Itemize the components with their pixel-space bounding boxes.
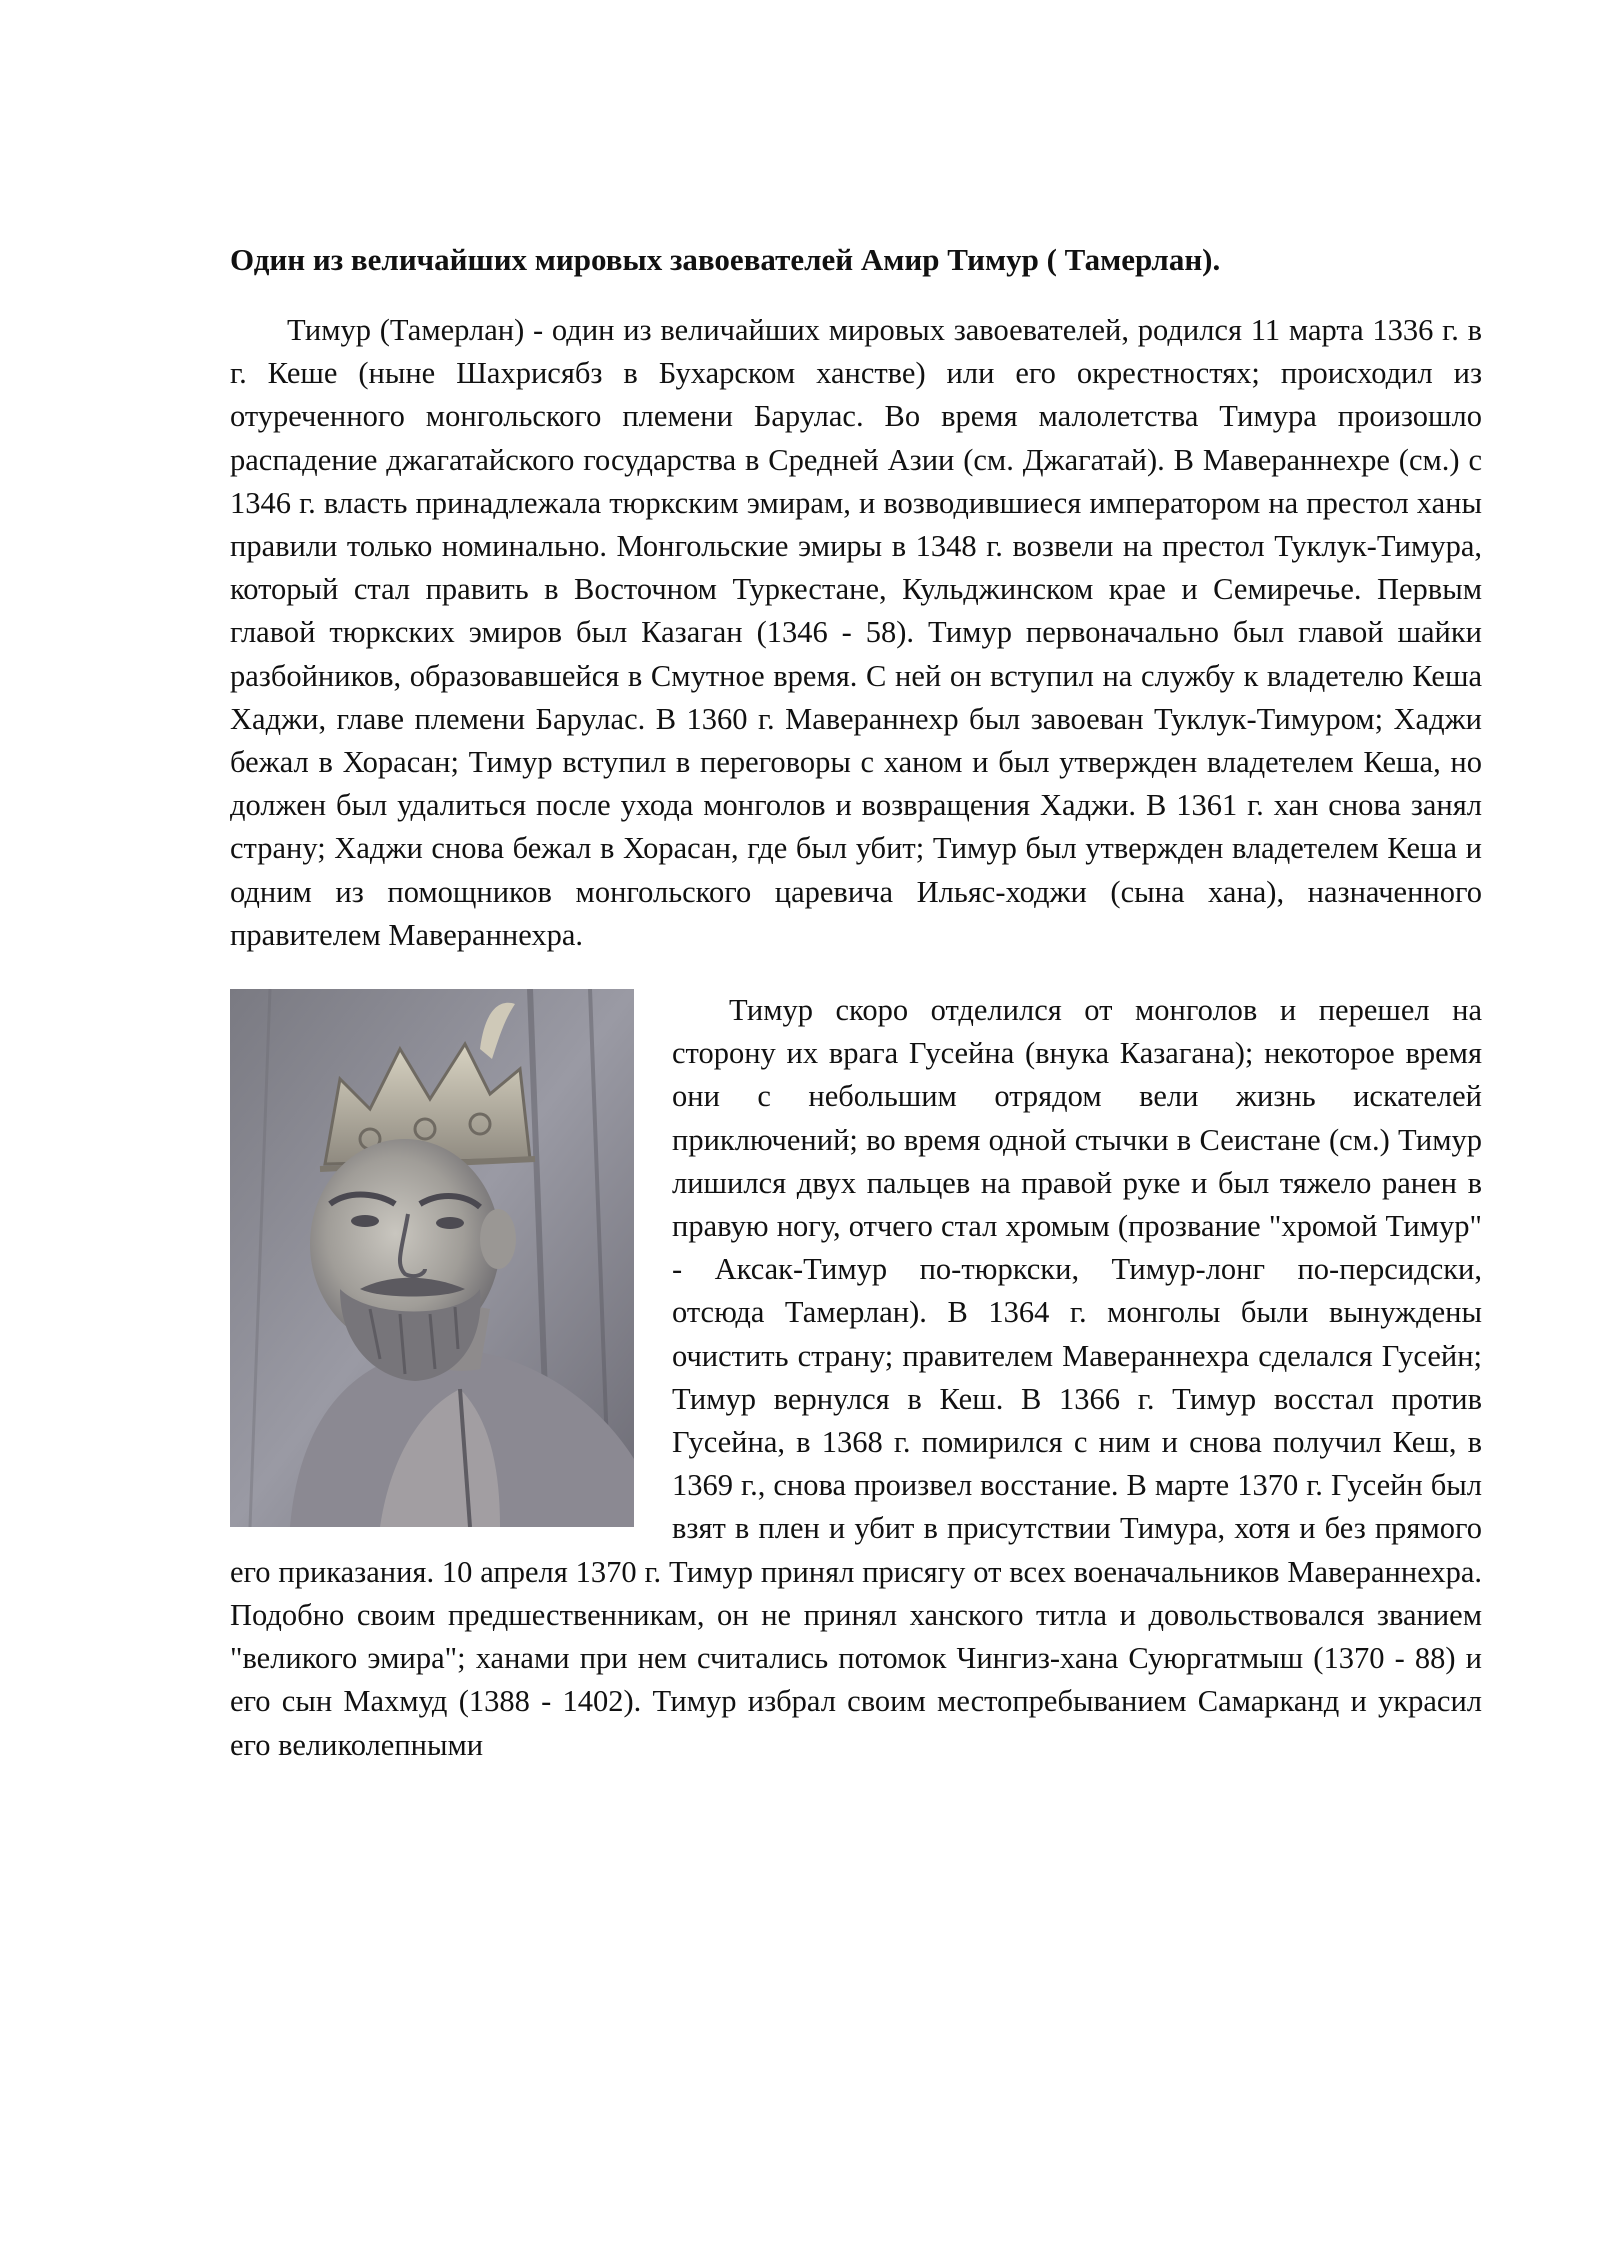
document-title: Один из величайших мировых завоевателей Амир Тимур ( Тамерлан).: [230, 242, 1221, 277]
document-page: [230, 238, 1482, 1767]
paragraph-2: Тимур скоро отделился от монголов и перешел на сторону их врага Гусейна (внука Казагана); некоторое время они с небольшим отрядом вели жизнь искателей приключений; во время одной стычки в Сеистане (см.) Тимур лишился двух пальцев на правой руке и был тяжело ранен в правую ногу, отчего стал хромым (прозвание "хромой Тимур" - Аксак-Тимур по-тюркски, Тимур-лонг по-персидски, отсюда Тамерлан). В 1364 г. монголы были вынуждены очистить страну; правителем Мавераннехра сделался Гусейн; Тимур вернулся в Кеш. В 1366 г. Тимур восстал против Гусейна, в 1368 г. помирился с ним и снова получил Кеш, в 1369 г., снова произвел восстание. В марте 1370 г. Гусейн был взят в плен и убит в присутствии Тимура, хотя и без прямого его приказания. 10 апреля 1370 г. Тимур принял присягу от всех военачальников Мавераннехра. Подобно своим предшественникам, он не принял ханского титла и довольствовался званием "великого эмира"; ханами при нем считались потомок Чингиз-хана Суюргатмыш (1370 - 88) и его сын Махмуд (1388 - 1402). Тимур избрал своим местопребыванием Самарканд и украсил его великолепными: [230, 993, 1482, 1762]
paragraph-1: Тимур (Тамерлан) - один из величайших мировых завоевателей, родился 11 марта 1336 г. в г. Кеше (ныне Шахрисябз в Бухарском ханстве) или его окрестностях; происходил из отуреченного монгольского племени Барулас. Во время малолетства Тимура произошло распадение джагатайского государства в Средней Азии (см. Джагатай). В Мавераннехре (см.) с 1346 г. власть принадлежала тюркским эмирам, и возводившиеся императором на престол ханы правили только номинально. Монгольские эмиры в 1348 г. возвели на престол Туклук-Тимура, который стал править в Восточном Туркестане, Кульджинском крае и Семиречье. Первым главой тюркских эмиров был Казаган (1346 - 58). Тимур первоначально был главой шайки разбойников, образовавшейся в Смутное время. С ней он вступил на службу к владетелю Кеша Хаджи, главе племени Барулас. В 1360 г. Мавераннехр был завоеван Туклук-Тимуром; Хаджи бежал в Хорасан; Тимур вступил в переговоры с ханом и был утвержден владетелем Кеша, но должен был удалиться после ухода монголов и возвращения Хаджи. В 1361 г. хан снова занял страну; Хаджи снова бежал в Хорасан, где был убит; Тимур был утвержден владетелем Кеша и одним из помощников монгольского царевича Ильяс-ходжи (сына хана), назначенного правителем Мавераннехра.: [230, 313, 1482, 952]
paragraph-2-block: [230, 989, 1482, 1767]
portrait-image: [230, 989, 634, 1527]
